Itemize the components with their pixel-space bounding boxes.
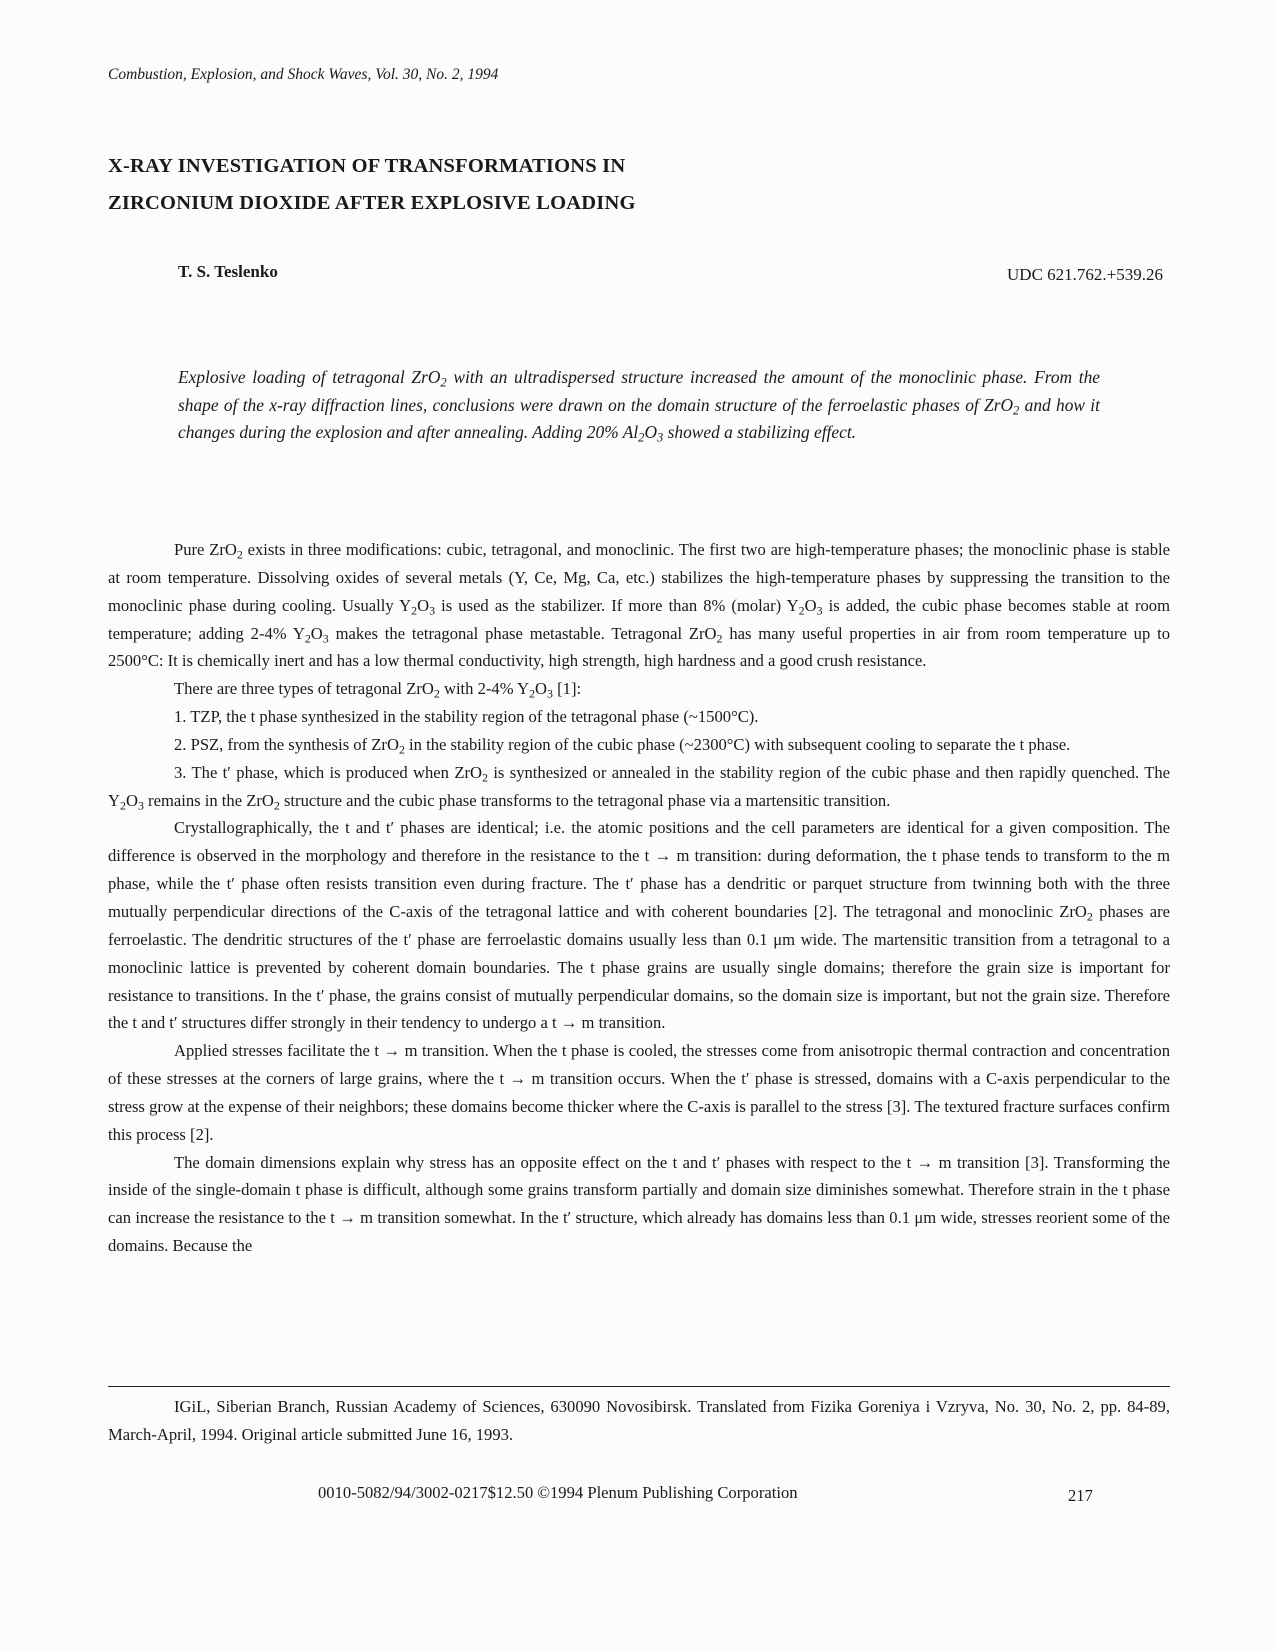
subscript: 2 [1013,403,1020,417]
text-run: remains in the ZrO [143,790,274,810]
text-run: [1]: [553,679,582,699]
text-run: O [125,790,138,810]
subscript: 3 [657,430,664,445]
udc-code: UDC 621.762.+539.26 [1007,265,1163,284]
abstract-text: and how it changes during the explosion and after annealing. Adding 20% Al [178,394,1100,442]
footnote-divider [108,1386,1170,1387]
subscript: 2 [798,603,805,618]
text-run: 2. PSZ, from the synthesis of ZrO [174,734,399,754]
paragraph [108,814,1170,1037]
title-line-2: ZIRCONIUM DIOXIDE AFTER EXPLOSIVE LOADING [108,192,636,214]
title-line-1: X-RAY INVESTIGATION OF TRANSFORMATIONS IN [108,155,626,177]
text-run: structure and the cubic phase transforms to the tetragonal phase via a martensitic transition. [279,790,891,810]
abstract-text: showed a stabilizing effect. [663,422,856,442]
subscript: 2 [398,742,405,757]
paragraph [108,675,1170,703]
text-run: is used as the stabilizer. If more than 8% (molar) Y [435,595,799,615]
subscript: 3 [547,686,553,701]
list-item: 1. TZP, the t phase synthesized in the stability region of the tetragonal phase (~1500°C). [174,707,759,727]
author-name: T. S. Teslenko [178,262,278,281]
text-run: with 2-4% Y [439,679,530,699]
footnote-text: IGiL, Siberian Branch, Russian Academy of Sciences, 630090 Novosibirsk. Translated from Fizika Goreniya i Vzryva, No. 30, No. 2, pp. 84-89, March-April, 1994. Original article submitted June 16, 1993. [108,1397,1170,1444]
text-run: There are three types of tetragonal ZrO [174,679,434,699]
list-item [108,731,1170,759]
text-run: O [310,623,323,643]
subscript: 3 [137,797,144,812]
text-run: is synthesized or annealed in the stability region of the cubic phase and then rapidly quenched. The Y [108,762,1171,810]
journal-citation: Combustion, Explosion, and Shock Waves, Vol. 30, No. 2, 1994 [108,66,499,83]
subscript: 2 [716,630,723,645]
text-run: is added, the cubic phase becomes stable at room temperature; adding 2-4% Y [108,595,1170,643]
subscript: 2 [236,547,243,562]
text-run: makes the tetragonal phase metastable. Tetragonal ZrO [328,623,717,643]
subscript: 2 [638,430,645,445]
text-run: Crystallographically, the t and t′ phases are identical; i.e. the atomic positions and the cell parameters are identical for a given composition. The difference is observed in the morphology and therefore in the resistance to the t → m transition: during deformation, the t phase tends to transform to the m phase, while the t′ phase often resists transition even during fracture. The t′ phase has a dendritic or parquet structure from twinning both with the three mutually perpendicular directions of the C-axis of the tetragonal lattice and with coherent boundaries [2]. The tetragonal and monoclinic ZrO [108,818,1170,921]
subscript: 3 [816,603,823,618]
text-run: 3. The t′ phase, which is produced when ZrO [174,762,482,782]
paragraph [108,536,1170,675]
article-title [108,148,1008,222]
subscript: 2 [481,770,488,785]
abstract-text: O [644,422,657,442]
text-run: exists in three modifications: cubic, tetragonal, and monoclinic. The first two are high-temperature phases; the monoclinic phase is stable at room temperature. Dissolving oxides of several metals (Y, Ce, Mg, Ca, etc.) stabilizes the high-temperature phases by suppressing the transition to the monoclinic phase during cooling. Usually Y [108,540,1170,615]
text-run: in the stability region of the cubic phase (~2300°C) with subsequent cooling to separate the t phase. [404,734,1071,754]
footnote [108,1393,1170,1449]
text-run: phases are ferroelastic. The dendritic structures of the t′ phase are ferroelastic domains usually less than 0.1 μm wide. The martensitic transition from a tetragonal to a monoclinic lattice is prevented by coherent domain boundaries. The t phase grains are usually single domains; therefore the grain size is important for resistance to transitions. In the t′ phase, the grains consist of mutually perpendicular domains, so the domain size is important, but not the grain size. Therefore the t and t′ structures differ strongly in their tendency to undergo a t → m transition. [108,901,1170,1033]
list-item [108,759,1170,815]
subscript: 2 [433,686,440,701]
copyright-line: 0010-5082/94/3002-0217$12.50 ©1994 Plenum Publishing Corporation [318,1483,798,1502]
paragraph: Applied stresses facilitate the t → m transition. When the t phase is cooled, the stresses come from anisotropic thermal contraction and concentration of these stresses at the corners of large grains, where the t → m transition occurs. When the t′ phase is stressed, domains with a C-axis perpendicular to the stress grow at the expense of their neighbors; these domains become thicker where the C-axis is parallel to the stress [3]. The textured fracture surfaces confirm this process [2]. [108,1041,1170,1144]
abstract-text: Explosive loading of tetragonal ZrO [178,367,441,387]
body-text [108,536,1170,1260]
abstract [178,364,1100,447]
text-run: has many useful properties in air from room temperature up to 2500°C: It is chemically inert and has a low thermal conductivity, high strength, high hardness and a good crush resistance. [108,623,1171,671]
paragraph: The domain dimensions explain why stress has an opposite effect on the t and t′ phases with respect to the t → m transition [3]. Transforming the inside of the single-domain t phase is difficult, although some grains transform partially and domain size diminishes somewhat. Therefore strain in the t phase can increase the resistance to the t → m transition somewhat. In the t′ structure, which already has domains less than 0.1 μm wide, stresses reorient some of the domains. Because the [108,1152,1170,1256]
subscript: 3 [322,630,329,645]
text-run: O [417,595,430,615]
subscript: 2 [119,797,126,812]
subscript: 2 [273,797,280,812]
subscript: 2 [1086,909,1093,924]
page-number: 217 [1068,1486,1093,1505]
subscript: 2 [529,686,536,701]
text-run: Pure ZrO [174,540,237,559]
subscript: 2 [440,375,447,390]
abstract-text: with an ultradispersed structure increased the amount of the monoclinic phase. From the shape of the x-ray diffraction lines, conclusions were drawn on the domain structure of the ferroelastic phases of ZrO [178,367,1100,415]
subscript: 3 [429,603,436,618]
text-run: O [535,679,548,699]
subscript: 2 [411,603,418,618]
subscript: 2 [304,630,311,645]
text-run: O [804,595,817,615]
